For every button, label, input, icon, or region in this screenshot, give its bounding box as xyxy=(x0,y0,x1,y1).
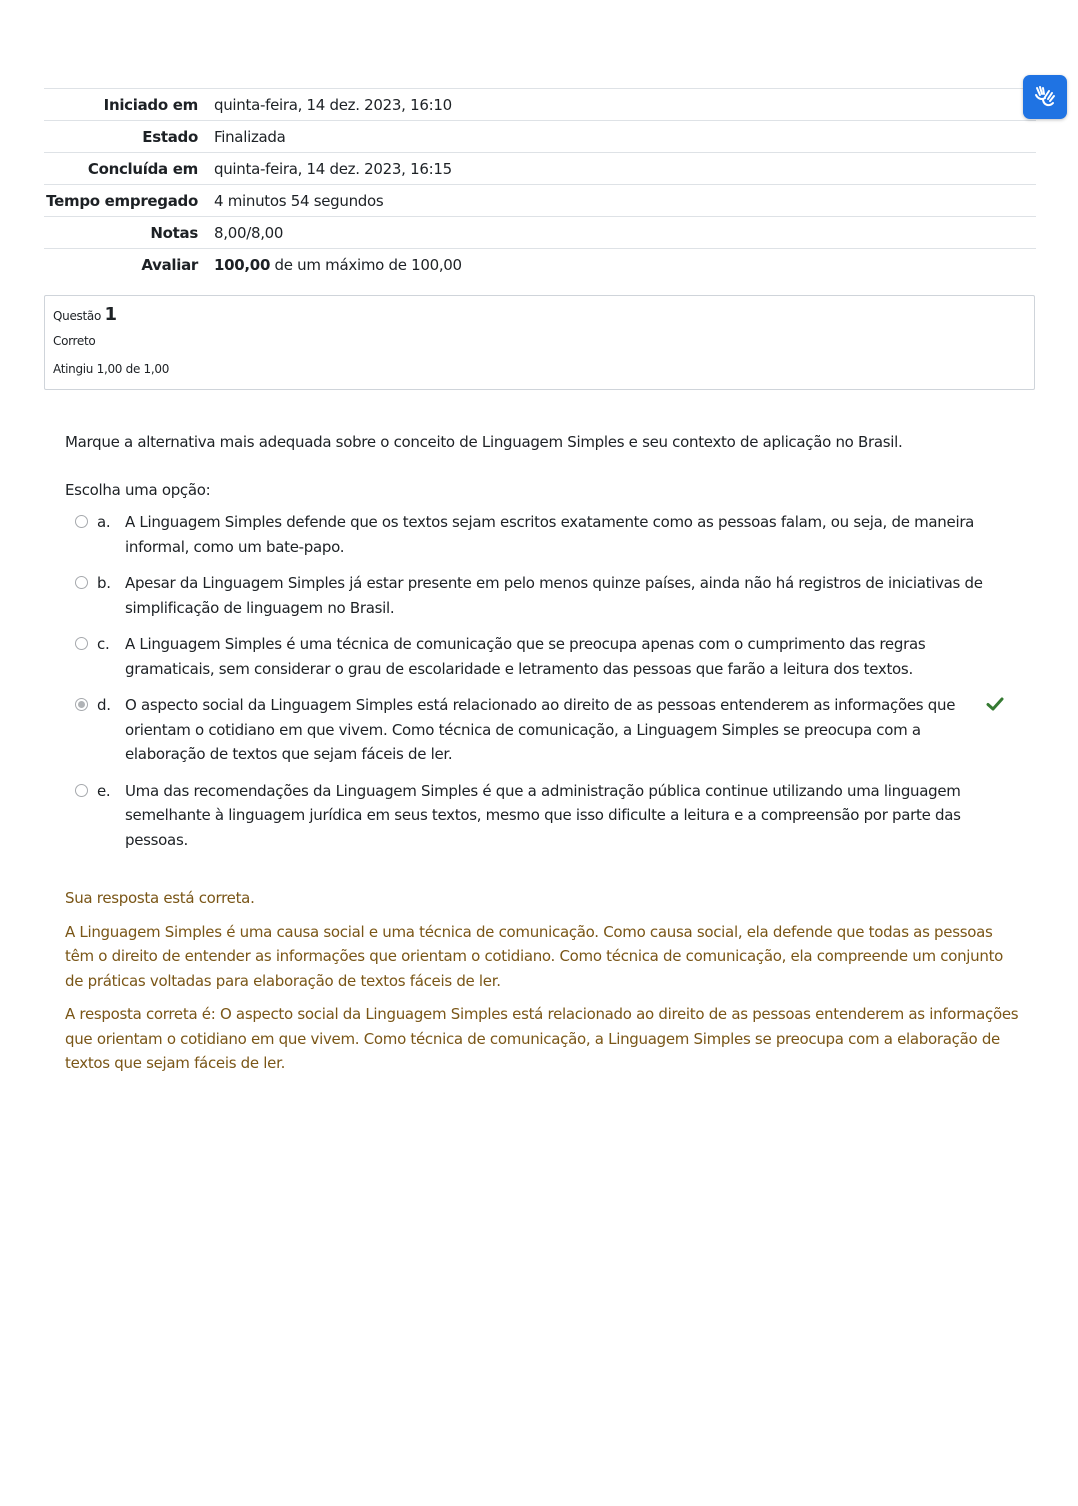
summary-value: 8,00/8,00 xyxy=(214,224,284,242)
summary-value xyxy=(206,249,1036,281)
option-text: Uma das recomendações da Linguagem Simples é que a administração pública continue utilizando uma linguagem semelhante à linguagem jurídica em seus textos, mesmo que isso dificulte a leitura e a compreensão por parte das pessoas. xyxy=(125,781,961,849)
grade-max: de um máximo de 100,00 xyxy=(270,256,462,274)
general-feedback: A Linguagem Simples é uma causa social e uma técnica de comunicação. Como causa social, ela defende que todas as pessoas têm o direito de entender as informações que orientam o cotidiano. Como técnica de comunicação, ela compreende um conjunto de práticas voltadas para elaboração de textos fáceis de ler. xyxy=(65,922,1004,990)
summary-label: Avaliar xyxy=(141,256,198,274)
answer-option-d[interactable] xyxy=(74,693,1024,767)
sign-language-hands-icon xyxy=(1031,83,1059,111)
summary-value: quinta-feira, 14 dez. 2023, 16:10 xyxy=(214,96,452,114)
grade-score: 100,00 xyxy=(214,256,271,274)
radio-button[interactable] xyxy=(75,784,88,797)
option-letter: b. xyxy=(97,574,111,592)
feedback-status: Sua resposta está correta. xyxy=(65,889,255,907)
option-text: Apesar da Linguagem Simples já estar presente em pelo menos quinze países, ainda não há registros de iniciativas de simplificação de linguagem no Brasil. xyxy=(125,574,983,617)
correct-check-icon xyxy=(986,695,1004,713)
summary-row-completed xyxy=(44,153,1036,185)
feedback-box xyxy=(65,886,1020,1085)
summary-value: quinta-feira, 14 dez. 2023, 16:15 xyxy=(214,160,452,178)
question-state: Correto xyxy=(53,334,96,348)
summary-row-state xyxy=(44,121,1036,153)
option-letter: c. xyxy=(97,635,110,653)
summary-label: Tempo empregado xyxy=(46,192,198,210)
summary-row-time-taken xyxy=(44,185,1036,217)
summary-label: Notas xyxy=(150,224,198,242)
answer-option-c[interactable] xyxy=(74,632,1024,681)
radio-button[interactable] xyxy=(75,637,88,650)
question-text: Marque a alternativa mais adequada sobre o conceito de Linguagem Simples e seu contexto de aplicação no Brasil. xyxy=(65,433,903,451)
option-text: A Linguagem Simples é uma técnica de comunicação que se preocupa apenas com o cumprimento das regras gramaticais, sem considerar o grau de escolaridade e letramento das pessoas que farão a leitura dos textos. xyxy=(125,635,926,678)
option-letter: e. xyxy=(97,781,111,800)
right-answer: A resposta correta é: O aspecto social da Linguagem Simples está relacionado ao direito de as pessoas entenderem as informações que orientam o cotidiano em que vivem. Como técnica de comunicação, a Linguagem Simples se preocupa com a elaboração de textos que sejam fáceis de ler. xyxy=(65,1005,1019,1072)
summary-row-started xyxy=(44,89,1036,121)
radio-button[interactable] xyxy=(75,576,88,589)
option-text: A Linguagem Simples defende que os textos sejam escritos exatamente como as pessoas falam, ou seja, de maneira informal, como um bate-papo. xyxy=(125,513,975,556)
summary-label: Estado xyxy=(142,128,198,146)
answer-prompt: Escolha uma opção: xyxy=(65,481,211,499)
summary-label: Concluída em xyxy=(87,160,198,178)
answer-option-e[interactable] xyxy=(74,779,1024,853)
option-letter: d. xyxy=(97,696,111,714)
question-number xyxy=(53,304,117,325)
summary-row-marks xyxy=(44,217,1036,249)
question-grade: Atingiu 1,00 de 1,00 xyxy=(53,362,170,376)
radio-button-selected[interactable] xyxy=(75,698,88,711)
question-number-label: Questão xyxy=(53,309,101,323)
answer-options xyxy=(74,510,1024,864)
quiz-summary-table xyxy=(44,88,1036,280)
accessibility-button[interactable] xyxy=(1023,75,1067,119)
summary-row-grade xyxy=(44,249,1036,281)
summary-value: 4 minutos 54 segundos xyxy=(214,192,384,210)
question-info-box xyxy=(44,295,1035,390)
option-text: O aspecto social da Linguagem Simples está relacionado ao direito de as pessoas entenderem as informações que orientam o cotidiano em que vivem. Como técnica de comunicação, a Linguagem Simples se preocupa com a elaboração de textos que sejam fáceis de ler. xyxy=(125,696,956,763)
answer-option-b[interactable] xyxy=(74,571,1024,620)
answer-option-a[interactable] xyxy=(74,510,1024,559)
question-number-value: 1 xyxy=(104,304,117,325)
option-letter: a. xyxy=(97,513,111,531)
summary-value: Finalizada xyxy=(214,128,286,146)
summary-label: Iniciado em xyxy=(103,96,198,114)
radio-button[interactable] xyxy=(75,515,88,528)
